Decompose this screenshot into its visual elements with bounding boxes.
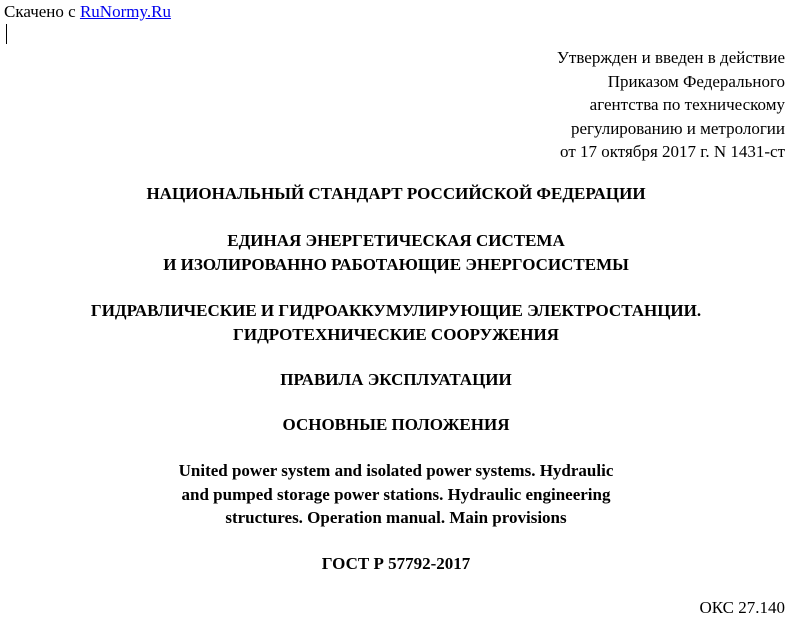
english-title-line: structures. Operation manual. Main provisions <box>225 508 567 527</box>
system-title-line: ЕДИНАЯ ЭНЕРГЕТИЧЕСКАЯ СИСТЕМА <box>227 231 565 250</box>
gost-number-text: ГОСТ Р 57792-2017 <box>321 554 471 573</box>
oks-code: ОКС 27.140 <box>699 598 785 617</box>
system-title-heading <box>0 229 792 276</box>
stations-title-heading <box>0 299 792 346</box>
english-title-line: and pumped storage power stations. Hydraulic engineering <box>181 484 611 504</box>
approval-line: от 17 октября 2017 г. N 1431-ст <box>560 142 785 161</box>
gost-number-heading <box>0 552 792 576</box>
text-cursor <box>6 24 7 44</box>
rules-title-heading <box>0 368 792 392</box>
english-title-heading <box>0 459 792 530</box>
approval-block <box>557 46 785 164</box>
source-link[interactable]: RuNormy.Ru <box>79 2 171 21</box>
source-prefix: Скачено с <box>4 2 80 21</box>
approval-line: агентства по техническому <box>589 95 785 114</box>
stations-title-line: ГИДРОТЕХНИЧЕСКИЕ СООРУЖЕНИЯ <box>233 324 559 344</box>
basic-provisions-heading <box>0 413 792 437</box>
approval-line: регулированию и метрологии <box>570 118 785 138</box>
system-title-line: И ИЗОЛИРОВАННО РАБОТАЮЩИЕ ЭНЕРГОСИСТЕМЫ <box>163 254 629 274</box>
source-line <box>4 2 171 22</box>
national-standard-text: НАЦИОНАЛЬНЫЙ СТАНДАРТ РОССИЙСКОЙ ФЕДЕРАЦИИ <box>146 184 646 203</box>
english-title-line: United power system and isolated power systems. Hydraulic <box>178 461 614 480</box>
stations-title-line: ГИДРАВЛИЧЕСКИЕ И ГИДРОАККУМУЛИРУЮЩИЕ ЭЛЕКТРОСТАНЦИИ. <box>90 301 702 320</box>
approval-line: Приказом Федерального <box>607 71 785 91</box>
national-standard-heading <box>0 182 792 206</box>
rules-title-text: ПРАВИЛА ЭКСПЛУАТАЦИИ <box>280 370 512 389</box>
basic-provisions-text: ОСНОВНЫЕ ПОЛОЖЕНИЯ <box>282 415 510 434</box>
approval-line: Утвержден и введен в действие <box>556 48 785 67</box>
